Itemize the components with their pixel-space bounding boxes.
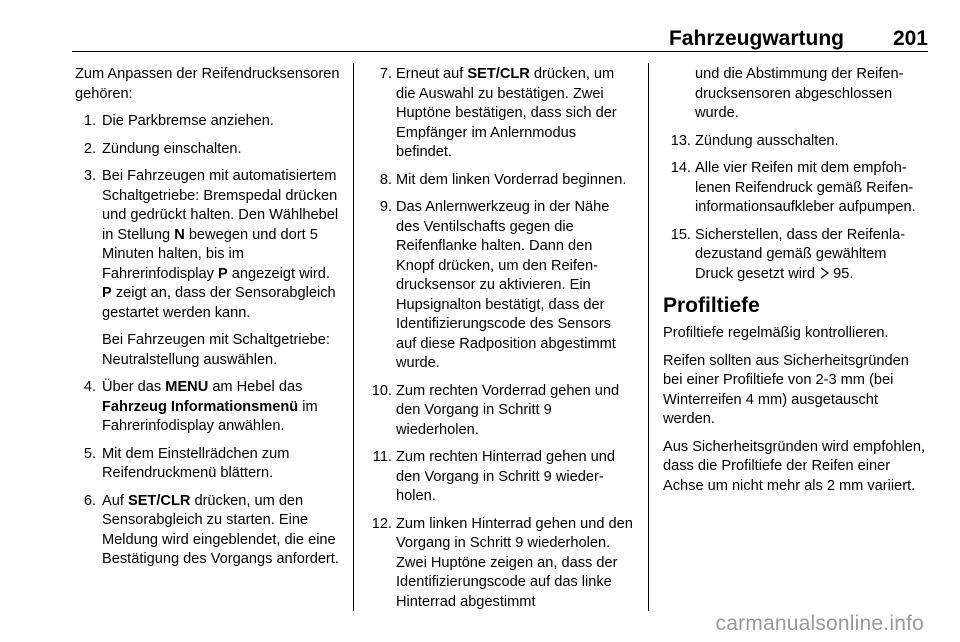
item-number: 12. <box>371 515 392 532</box>
column-right <box>663 65 928 504</box>
continuation-text: und die Abstimmung der Reifendrucksensoren abgeschlossen wurde. <box>695 66 904 121</box>
section-title: Fahrzeugwartung <box>668 27 844 50</box>
list-item <box>75 492 343 570</box>
arrow-ref-icon[interactable] <box>819 266 830 286</box>
page-header <box>0 24 928 54</box>
page-number: 201 <box>892 27 928 50</box>
list-item <box>663 226 928 286</box>
list-item <box>75 167 343 370</box>
item-number: 10. <box>371 382 392 399</box>
list-item <box>364 515 634 613</box>
section-heading: Profiltiefe <box>663 294 760 317</box>
item-text: Zum rechten Vorderrad gehen und den Vorgang in Schritt 9 wiederholen. <box>396 382 620 438</box>
list-item <box>364 65 634 163</box>
paragraph: Profiltiefe regelmäßig kontrollieren. <box>663 325 889 341</box>
list-item <box>75 140 343 160</box>
list-item <box>364 171 634 191</box>
item-number: 5. <box>83 445 96 462</box>
item-number: 11. <box>372 449 392 465</box>
item-text: Sicherstellen, dass der Reifenladezustand gemäß gewähltem Druck gesetzt wird 95. <box>695 226 928 286</box>
column-middle <box>364 65 634 620</box>
item-text: Bei Fahrzeugen mit automatisiertem Schaltgetriebe: Bremspedal drücken und gedrückt halten. Den Wählhebel in Stellung N bewegen und dort 5 Minuten halten, bis im Fahrerinfodisplay P angezeigt wird. P zeigt an, dass der Sensorabgleich gestartet werden kann. <box>102 168 339 321</box>
item-text: Zündung einschalten. <box>102 140 242 157</box>
list-item <box>364 198 634 374</box>
intro-paragraph: Zum Anpassen der Reifendrucksensoren gehören: <box>75 66 340 102</box>
item-number: 13. <box>670 132 691 149</box>
item-text: Alle vier Reifen mit dem empfohlenen Reifendruck gemäß Reifeninformationsaufkleber aufpumpen. <box>695 160 916 215</box>
item-number: 15. <box>670 226 691 243</box>
item-subparagraph: Bei Fahrzeugen mit Schaltgetriebe: Neutralstellung auswählen. <box>102 332 330 368</box>
item-text: Auf SET/CLR drücken, um den Sensorabgleich zu starten. Eine Meldung wird eingeblendet, die eine Bestätigung des Vorgangs anfordert. <box>102 492 339 567</box>
list-item <box>75 445 343 484</box>
page-reference-link[interactable]: 95. <box>833 265 854 282</box>
list-item <box>75 112 343 132</box>
item-number: 6. <box>83 492 96 509</box>
item-text: Mit dem Einstellrädchen zum Reifendruckmenü blättern. <box>102 445 290 481</box>
item-number: 14. <box>670 160 691 176</box>
list-item <box>663 132 928 152</box>
item-number: 2. <box>83 140 96 157</box>
item-number: 4. <box>83 379 96 395</box>
item-text: Mit dem linken Vorderrad beginnen. <box>396 171 627 188</box>
item-number: 8. <box>379 171 392 188</box>
item-text: Die Parkbremse anziehen. <box>102 113 274 129</box>
column-divider <box>353 63 354 611</box>
header-rule <box>72 51 928 52</box>
item-number: 7. <box>379 66 392 82</box>
item-text: Das Anlernwerkzeug in der Nähe des Ventilschafts gegen die Reifenflanke halten. Dann den Knopf drücken, um den Reifendrucksensor zu aktivieren. Ein Hupsignalton bestätigt, dass der Identifizierungscode des Sensors auf diese Radposition abgestimmt wurde. <box>396 199 616 371</box>
list-continuation <box>663 65 928 124</box>
paragraph: Aus Sicherheitsgründen wird empfohlen, dass die Profiltiefe der Reifen einer Achse um nicht mehr als 2 mm variiert. <box>663 438 926 494</box>
item-number: 3. <box>83 168 96 184</box>
item-number: 9. <box>379 199 392 215</box>
list-item <box>663 159 928 218</box>
item-text: Zündung ausschalten. <box>695 132 839 149</box>
list-item <box>364 448 634 507</box>
list-item <box>364 382 634 441</box>
column-left <box>75 65 343 578</box>
column-divider <box>648 63 649 611</box>
item-number: 1. <box>83 113 96 129</box>
item-text: Zum rechten Hinterrad gehen und den Vorgang in Schritt 9 wiederholen. <box>396 449 616 504</box>
paragraph: Reifen sollten aus Sicherheitsgründen bei einer Profiltiefe von 2-3 mm (bei Winterreifen 4 mm) ausgetauscht werden. <box>663 352 909 427</box>
item-text: Zum linken Hinterrad gehen und den Vorgang in Schritt 9 wiederholen. Zwei Huptöne zeigen an, dass der Identifizierungscode auf das linke Hinterrad abgestimmt <box>396 515 633 610</box>
item-text: Erneut auf SET/CLR drücken, um die Auswahl zu bestätigen. Zwei Huptöne bestätigen, dass sich der Empfänger im Anlernmodus befindet. <box>396 66 617 160</box>
item-text: Über das MENU am Hebel das Fahrzeug Informationsmenü im Fahrerinfodisplay anwählen. <box>102 379 318 434</box>
watermark: carmanualsonline.info <box>715 612 924 635</box>
list-item <box>75 378 343 437</box>
